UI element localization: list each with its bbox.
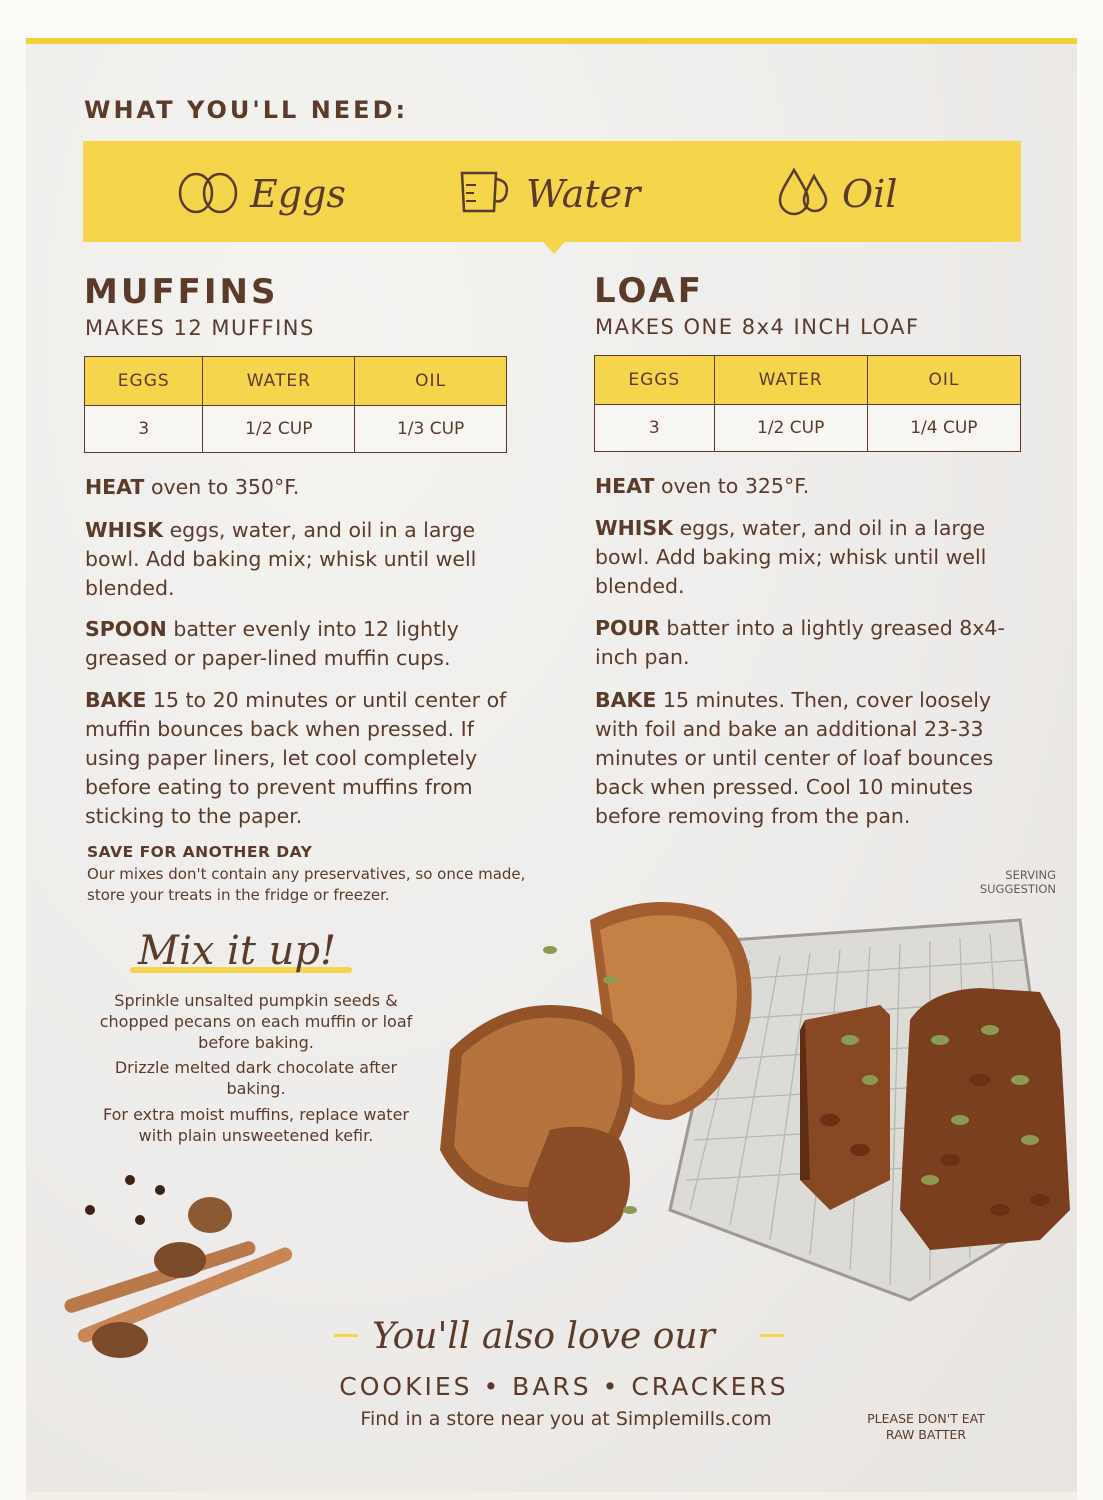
mix-title: Mix it up! [138,928,337,974]
loaf-header-oil: OIL [867,356,1020,405]
loaf-title: LOAF [594,271,704,311]
loaf-step: WHISK eggs, water, and oil in a large bowl. Add baking mix; whisk until well blended. [595,516,987,598]
need-label-oil: Oil [842,172,898,216]
measuring-cup-icon [456,167,516,221]
muffins-step: SPOON batter evenly into 12 lightly greased or paper-lined muffin cups. [85,617,459,670]
muffins-step: WHISK eggs, water, and oil in a large bowl. Add baking mix; whisk until well blended. [85,518,477,600]
muffins-header-eggs: EGGS [85,357,203,406]
muffins-table [84,356,507,453]
loaf-subtitle: MAKES ONE 8x4 INCH LOAF [595,315,920,339]
need-label-eggs: Eggs [250,172,346,216]
loaf-header-water: WATER [714,356,867,405]
store-finder-text: Find in a store near you at Simplemills.com [360,1408,772,1430]
serving-suggestion: SERVING SUGGESTION [979,868,1056,896]
box-right-edge [1077,38,1103,1500]
spices [63,1175,295,1358]
raw-batter-warning: PLEASE DON'T EAT RAW BATTER [867,1411,985,1442]
need-item-eggs [176,166,346,222]
loaf-table [594,355,1021,452]
muffins-value-eggs: 3 [85,406,203,453]
muffins-header-water: WATER [203,357,355,406]
mix-tip: Sprinkle unsalted pumpkin seeds & chopped pecans on each muffin or loaf before baking. [99,991,413,1052]
eggs-icon [176,169,240,219]
muffins-value-oil: 1/3 CUP [355,406,507,453]
also-love: You'll also love our [372,1316,715,1357]
box-left-edge [0,38,26,1500]
also-dash-left [334,1334,358,1337]
need-banner-pointer [538,236,570,254]
loaf-step: POUR batter into a lightly greased 8x4-inch pan. [595,616,1005,669]
muffins-value-water: 1/2 CUP [203,406,355,453]
need-item-oil [776,166,897,222]
mix-tip: Drizzle melted dark chocolate after baking. [114,1058,398,1098]
loaf-value-water: 1/2 CUP [714,405,867,452]
loaf-step: BAKE 15 minutes. Then, cover loosely with foil and bake an additional 23-33 minutes or until center of loaf bounces back when pressed. Cool 10 minutes before removing from the pan. [595,688,994,828]
loaf-value-oil: 1/4 CUP [867,405,1020,452]
food-photo [30,880,1075,1360]
need-item-water [456,166,640,222]
box-top-edge [0,0,1103,38]
muffins-header-oil: OIL [355,357,507,406]
also-dash-right [760,1334,784,1337]
products-list: COOKIES • BARS • CRACKERS [339,1372,789,1401]
muffins-subtitle: MAKES 12 MUFFINS [85,316,315,340]
loaf-header-eggs: EGGS [595,356,715,405]
need-label-water: Water [526,172,641,216]
need-title: WHAT YOU'LL NEED: [84,96,409,124]
save-text: Our mixes don't contain any preservatives, so once made, store your treats in the fridge or freezer. [87,865,526,904]
loaf-value-eggs: 3 [595,405,715,452]
loaf-step: HEAT oven to 325°F. [595,474,810,498]
mix-tip: For extra moist muffins, replace water with plain unsweetened kefir. [102,1105,409,1145]
muffins-step: BAKE 15 to 20 minutes or until center of muffin bounces back when pressed. If using paper liners, let cool completely before eating to prevent muffins from sticking to the paper. [85,688,507,828]
muffins-title: MUFFINS [84,272,279,312]
muffins-step: HEAT oven to 350°F. [85,475,300,499]
oil-drops-icon [776,166,832,222]
save-title: SAVE FOR ANOTHER DAY [87,843,313,861]
